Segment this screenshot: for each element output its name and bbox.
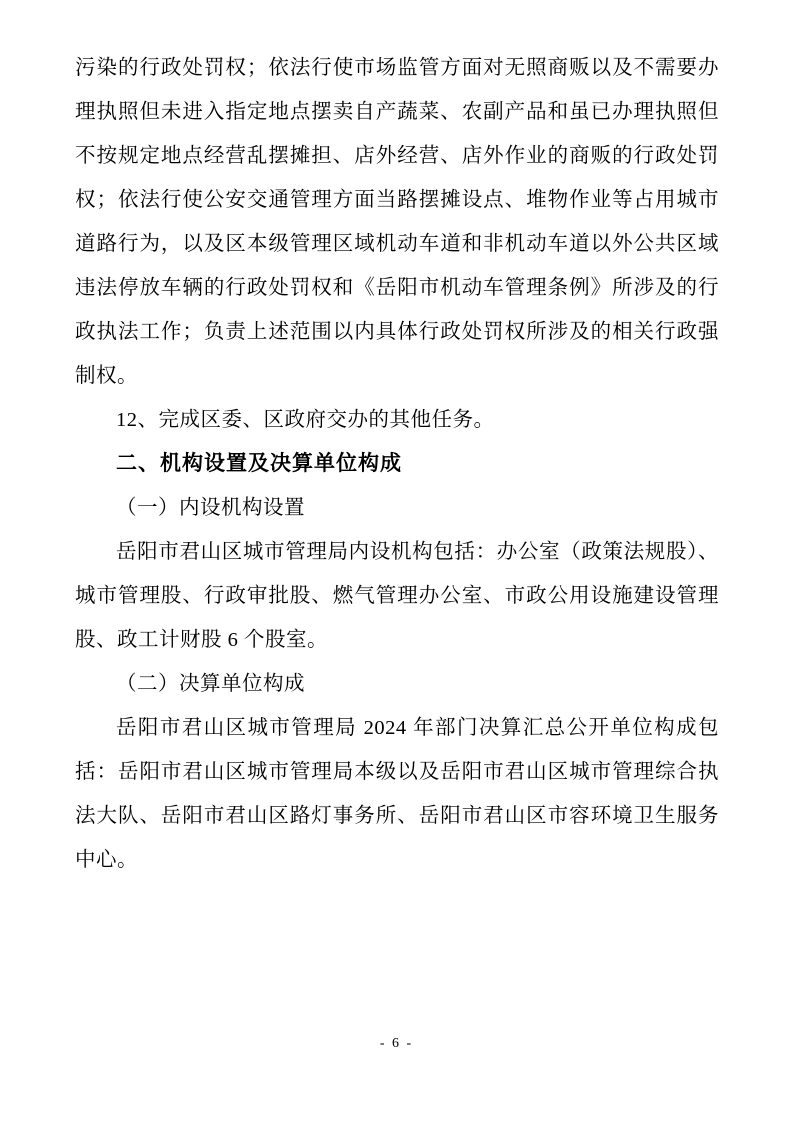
text-line: 污染的行政处罚权；依法行使市场监管方面对无照商贩以及不需要办	[75, 57, 719, 79]
text-line: 不按规定地点经营乱摆摊担、店外经营、店外作业的商贩的行政处罚	[75, 145, 719, 167]
subsection-heading: （一）内设机构设置	[116, 497, 305, 519]
text-line: 12、完成区委、区政府交办的其他任务。	[116, 409, 495, 431]
section-heading: 二、机构设置及决算单位构成	[116, 452, 402, 475]
subsection-heading-1	[75, 486, 719, 530]
text-line: 理执照但未进入指定地点摆卖自产蔬菜、农副产品和虽已办理执照但	[75, 101, 719, 123]
section-heading-2	[75, 442, 719, 486]
paragraph-duties-continued	[75, 46, 719, 398]
text-line: 制权。	[75, 365, 138, 387]
page-number: - 6 -	[379, 1036, 414, 1051]
text-line: 违法停放车辆的行政处罚权和《岳阳市机动车管理条例》所涉及的行	[75, 277, 719, 299]
text-line: 法大队、岳阳市君山区路灯事务所、岳阳市君山区市容环境卫生服务	[75, 805, 719, 827]
text-line: 权；依法行使公安交通管理方面当路摆摊设点、堆物作业等占用城市	[75, 189, 719, 211]
text-line: 股、政工计财股 6 个股室。	[75, 629, 328, 651]
text-line: 岳阳市君山区城市管理局内设机构包括：办公室（政策法规股）、	[116, 541, 719, 563]
text-line: 道路行为，以及区本级管理区域机动车道和非机动车道以外公共区域	[75, 233, 719, 255]
text-line: 政执法工作；负责上述范围以内具体行政处罚权所涉及的相关行政强	[75, 321, 719, 343]
paragraph-internal-organization	[75, 530, 719, 662]
paragraph-final-accounts-units	[75, 706, 719, 882]
text-line: 岳阳市君山区城市管理局 2024 年部门决算汇总公开单位构成包	[116, 717, 719, 739]
subsection-heading: （二）决算单位构成	[116, 673, 305, 695]
text-line: 中心。	[75, 849, 138, 871]
paragraph-duty-item-12	[75, 398, 719, 442]
document-body	[75, 46, 719, 882]
text-line: 城市管理股、行政审批股、燃气管理办公室、市政公用设施建设管理	[75, 585, 719, 607]
subsection-heading-2	[75, 662, 719, 706]
text-line: 括：岳阳市君山区城市管理局本级以及岳阳市君山区城市管理综合执	[75, 761, 719, 783]
